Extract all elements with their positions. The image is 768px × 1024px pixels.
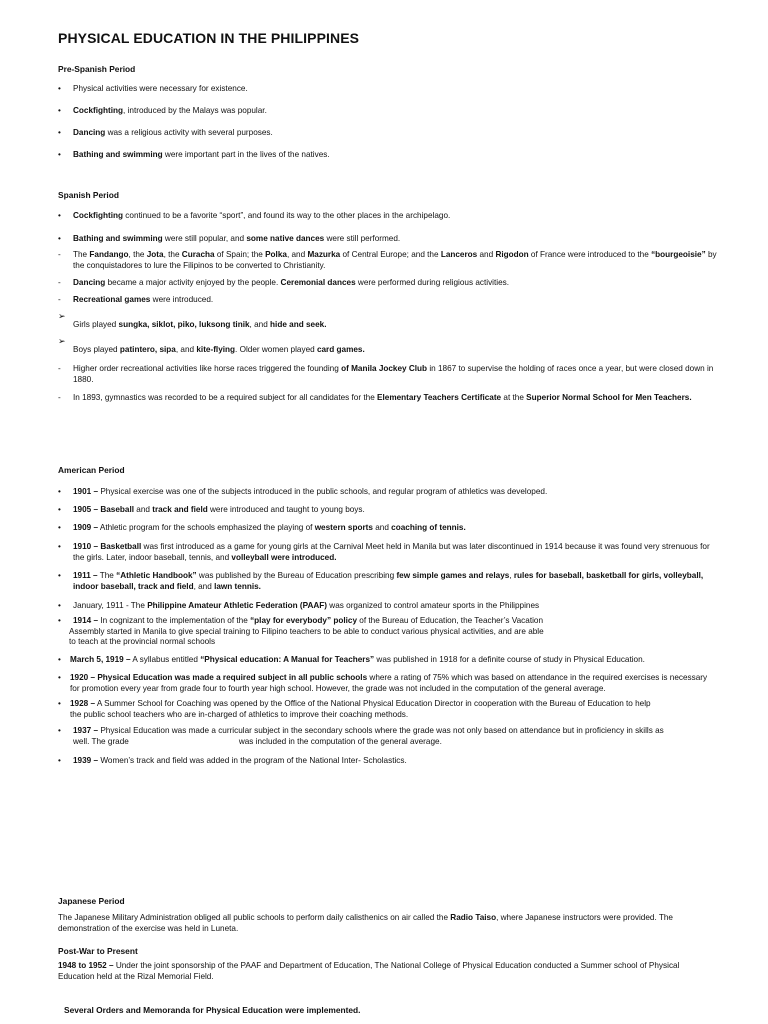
list-item: • Dancing was a religious activity with several purposes. [58,128,273,137]
arrow-bullet-icon: ➢ [58,311,66,321]
bullet-dash-icon: - [58,250,61,259]
bullet-dot-icon: • [58,571,61,580]
list-item: • Cockfighting, introduced by the Malays was popular. [58,106,267,115]
bullet-dash-icon: - [58,278,61,287]
japanese-paragraph: The Japanese Military Administration obliged all public schools to perform daily calisthenics on air called the Radio Taiso, where Japanese instructors were provided. The demonstration of the exercise was held in Luneta. [58,913,673,933]
arrow-bullet-icon: ➢ [58,336,66,346]
list-item: • 1911 – The “Athletic Handbook” was published by the Bureau of Education prescribing few simple games and relays, rules for baseball, basketball for girls, volleyball, indoor baseball, track and field, and lawn tennis. [58,571,704,591]
closing-statement: Several Orders and Memoranda for Physical Education were implemented. [64,1005,361,1015]
bullet-dot-icon: • [58,487,61,496]
bullet-dot-icon: • [58,756,61,765]
list-item: - The Fandango, the Jota, the Curacha of Spain; the Polka, and Mazurka of Central Europe; and the Lanceros and Rigodon of France were introduced to the “bourgeoisie” by the conquistadores to lure the Filipinos to be converted to Christianity. [58,250,717,270]
bullet-dash-icon: - [58,295,61,304]
list-item: • Bathing and swimming were important part in the lives of the natives. [58,150,330,159]
list-item: • 1937 – Physical Education was made a curricular subject in the secondary schools where the grade was not only based on attendance but in proficiency in skills as well. The grade was included in the computation of the general average. [58,726,664,746]
list-item: • 1939 – Women’s track and field was added in the program of the National Inter- Scholastics. [58,756,407,765]
section-heading-pre-spanish: Pre-Spanish Period [58,64,136,74]
bullet-dot-icon: • [58,542,61,551]
bullet-dot-icon: • [58,106,61,115]
section-heading-spanish: Spanish Period [58,190,119,200]
bullet-dot-icon: • [58,699,61,708]
list-item: • 1901 – Physical exercise was one of the subjects introduced in the public schools, and regular program of athletics was developed. [58,487,548,496]
bullet-dot-icon: • [58,84,61,93]
section-heading-postwar: Post-War to Present [58,946,138,956]
list-item: • 1905 – Baseball and track and field were introduced and taught to young boys. [58,505,365,514]
list-item: - Dancing became a major activity enjoyed by the people. Ceremonial dances were performed during religious activities. [58,278,509,287]
bullet-dot-icon: • [58,523,61,532]
section-heading-american: American Period [58,465,125,475]
list-item: • January, 1911 - The Philippine Amateur Athletic Federation (PAAF) was organized to control amateur sports in the Philippines [58,601,540,610]
list-item: Girls played sungka, siklot, piko, luksong tinik, and hide and seek. [73,320,327,329]
postwar-paragraph: 1948 to 1952 – Under the joint sponsorship of the PAAF and Department of Education, The National College of Physical Education conducted a Summer school of Physical Education held at the Rizal Memorial Field. [58,961,680,981]
list-item: • 1914 – In cognizant to the implementation of the “play for everybody” policy of the Bureau of Education, the Teacher’s Vacation Assembly started in Manila to give special training to Filipino teachers to be able to conduct various physical activities, and are able to teach at the provincial normal schools [58,616,544,646]
bullet-dash-icon: - [58,393,61,402]
page-title: PHYSICAL EDUCATION IN THE PHILIPPINES [58,30,360,46]
list-item: - In 1893, gymnastics was recorded to be a required subject for all candidates for the Elementary Teachers Certificate at the Superior Normal School for Men Teachers. [58,393,692,402]
bullet-dot-icon: • [58,673,61,682]
list-item: • 1910 – Basketball was first introduced as a game for young girls at the Carnival Meet held in Manila but was later discontinued in 1914 because it was found very strenuous for the girls. Later, indoor baseball, tennis, and volleyball were introduced. [58,542,710,562]
list-item: • 1909 – Athletic program for the schools emphasized the playing of western sports and coaching of tennis. [58,523,466,532]
list-item: • Cockfighting continued to be a favorite “sport”, and found its way to the other places in the archipelago. [58,211,451,220]
bullet-dot-icon: • [58,616,61,625]
list-item: • 1920 – Physical Education was made a required subject in all public schools where a rating of 75% which was based on attendance in the required exercises is necessary for promotion every year from grade four to fourth year high school. However, the grade was not included in the computation of the general average. [58,673,708,693]
list-item: • 1928 – A Summer School for Coaching was opened by the Office of the National Physical Education Director in cooperation with the Bureau of Education to help the public school teachers who are in-charged of athletics to improve their coaching methods. [58,699,651,719]
list-item: - Higher order recreational activities like horse races triggered the founding of Manila Jockey Club in 1867 to supervise the holding of races once a year, but were closed down in 1880. [58,364,714,384]
list-item: • Bathing and swimming were still popular, and some native dances were still performed. [58,234,401,243]
bullet-dot-icon: • [58,211,61,220]
bullet-dot-icon: • [58,655,61,664]
list-item: - Recreational games were introduced. [58,295,214,304]
section-heading-japanese: Japanese Period [58,896,125,906]
list-item: • Physical activities were necessary for existence. [58,84,248,93]
list-item: • March 5, 1919 – A syllabus entitled “Physical education: A Manual for Teachers” was published in 1918 for a definite course of study in Physical Education. [58,655,645,664]
list-item: Boys played patintero, sipa, and kite-flying. Older women played card games. [73,345,365,354]
bullet-dot-icon: • [58,150,61,159]
bullet-dot-icon: • [58,726,61,735]
bullet-dot-icon: • [58,505,61,514]
bullet-dot-icon: • [58,601,61,610]
bullet-dot-icon: • [58,234,61,243]
bullet-dot-icon: • [58,128,61,137]
bullet-dash-icon: - [58,364,61,373]
